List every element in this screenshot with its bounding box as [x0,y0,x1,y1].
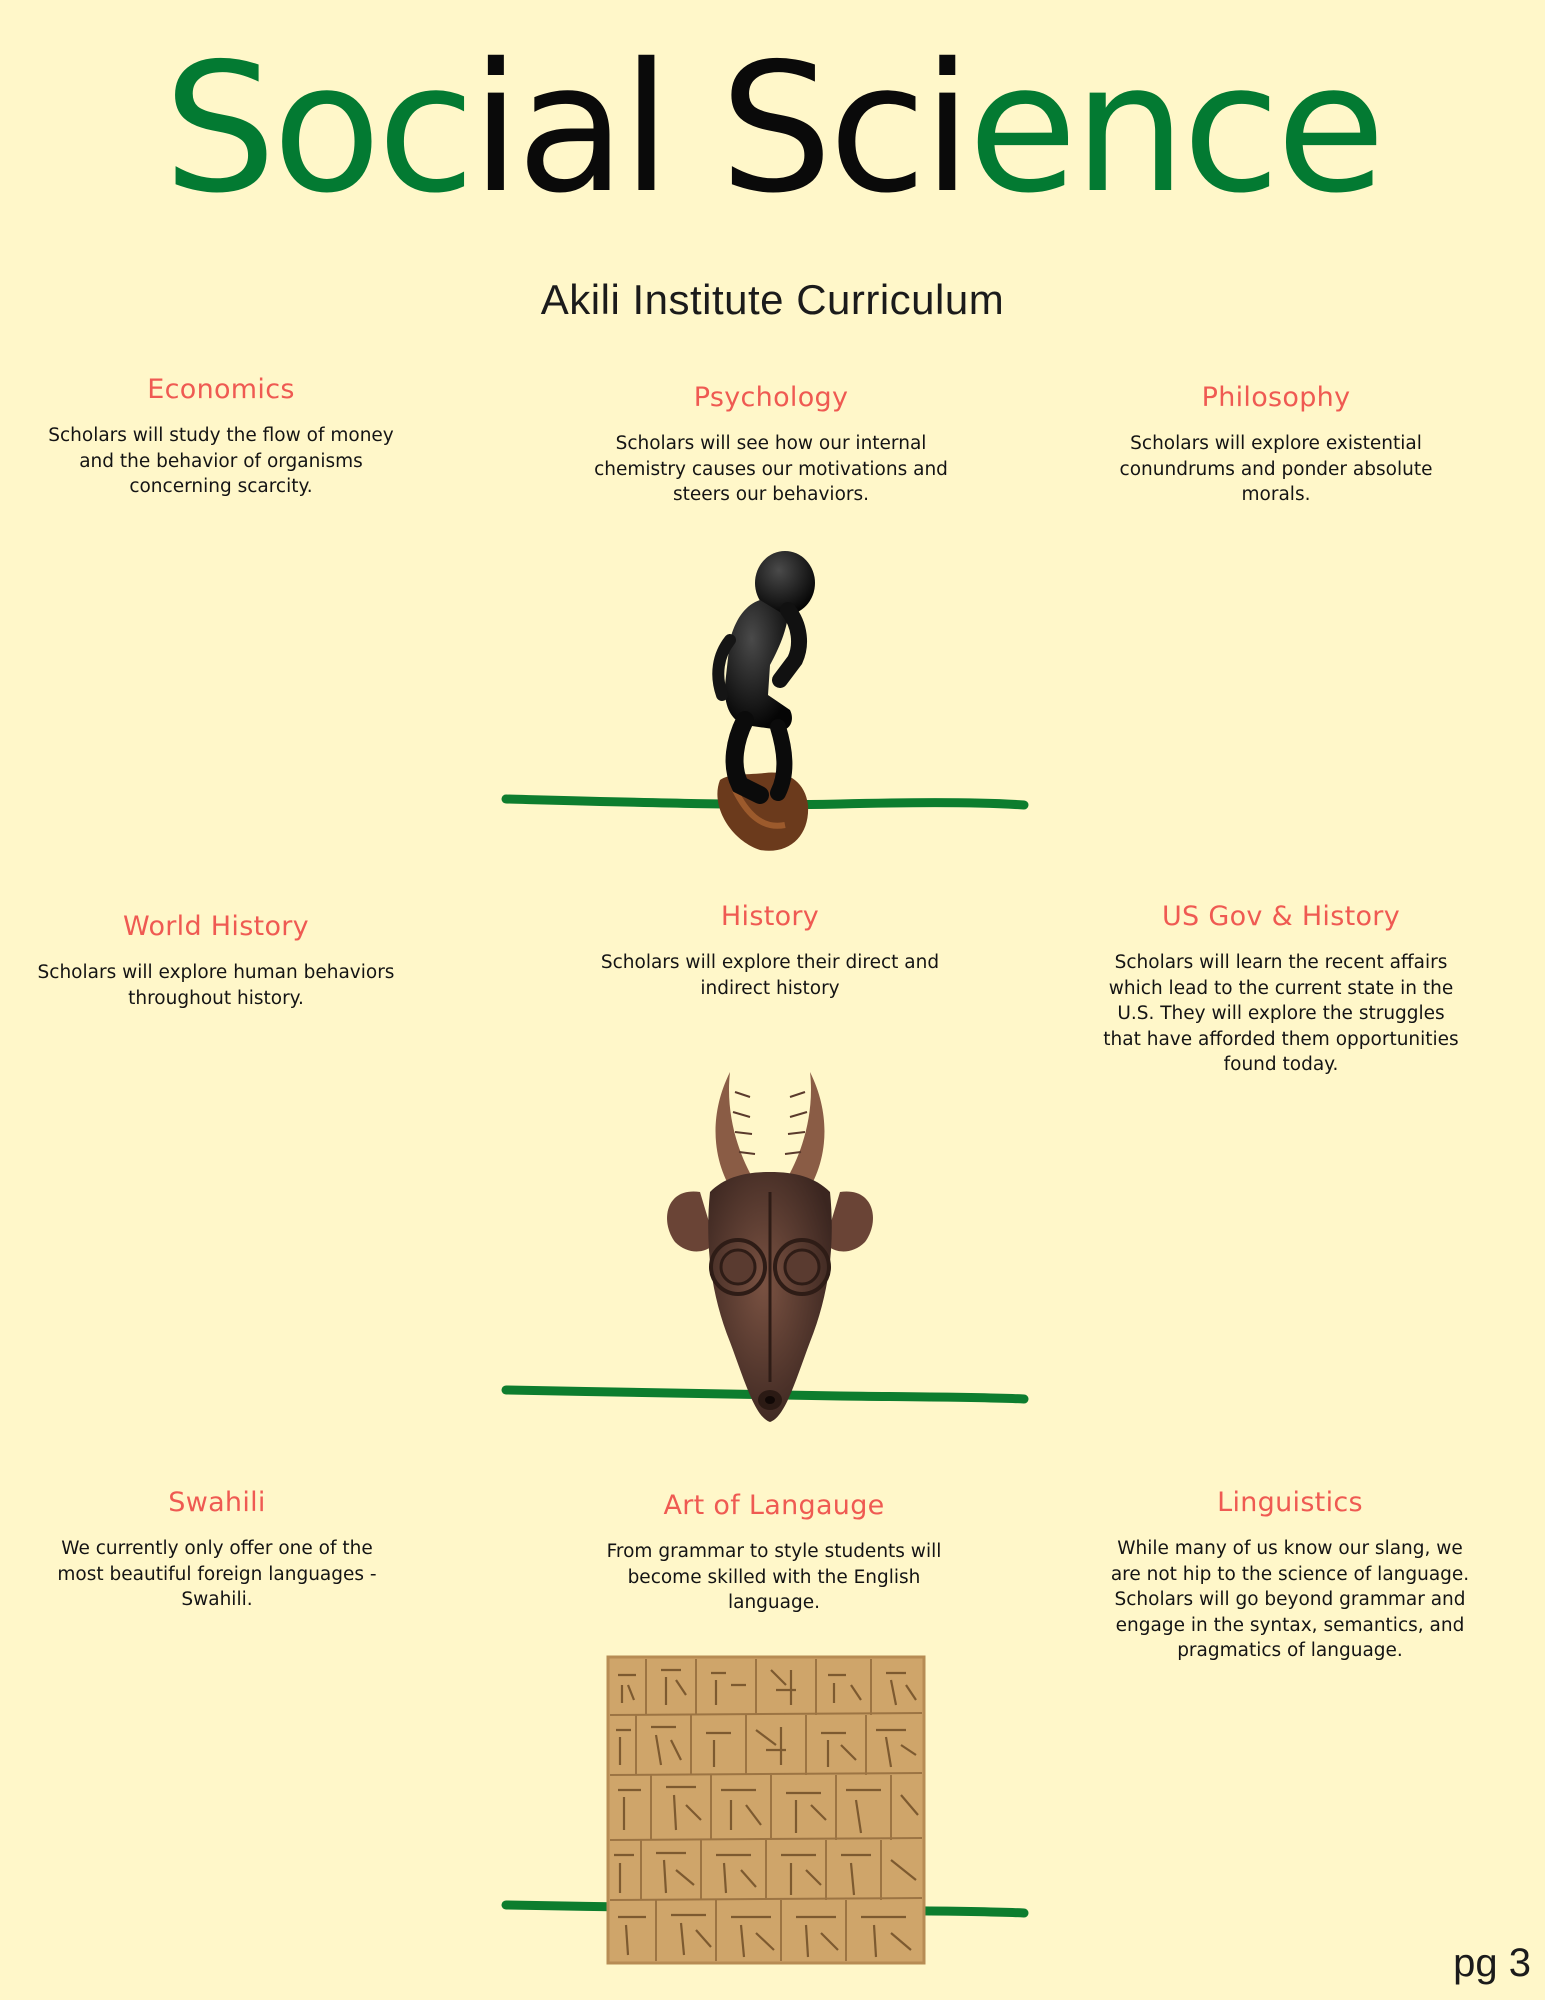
title-part-green-start: Soc [163,25,472,232]
subject-description: Scholars will explore their direct and indirect history [600,952,940,999]
subject-card-us-gov-history [1101,901,1461,1078]
subject-card-art-of-language [594,1490,954,1616]
page-subtitle: Akili Institute Curriculum [540,276,1005,323]
subject-card-economics [41,374,401,500]
subject-title: Psychology [693,382,849,413]
subject-title: Swahili [168,1487,266,1518]
subject-description: While many of us know our slang, we are not hip to the science of language. Scholars will go beyond grammar and engage in the syntax, semantics, and pragmatics of language. [1110,1538,1470,1661]
subject-title: Economics [147,374,295,405]
subject-title: World History [123,911,309,942]
page-number: pg 3 [1453,1941,1531,1985]
subject-card-history [590,901,950,1001]
subject-description: Scholars will learn the recent affairs which lead to the current state in the U.S. They will explore the struggles that have afforded them opportunities found today. [1103,952,1459,1075]
subject-card-philosophy [1096,382,1456,508]
title-part-black: ial Sci [471,25,968,232]
subject-card-psychology [591,382,951,508]
page-title [0,25,1545,232]
subject-card-world-history [36,911,396,1011]
antelope-mask-image [655,1062,885,1432]
subject-description: Scholars will see how our internal chemistry causes our motivations and steers our behaviors. [594,433,948,505]
subject-title: Linguistics [1217,1487,1363,1518]
subject-description: Scholars will study the flow of money and the behavior of organisms concerning scarcity. [48,425,394,497]
subject-title: Philosophy [1201,382,1351,413]
subject-description: Scholars will explore existential conundrums and ponder absolute morals. [1119,433,1433,505]
cuneiform-tablet-image [606,1655,926,1965]
subject-description: We currently only offer one of the most beautiful foreign languages - Swahili. [57,1538,377,1610]
subject-card-swahili [37,1487,397,1613]
title-part-green-end: ence [967,25,1382,232]
subject-description: Scholars will explore human behaviors throughout history. [37,962,395,1009]
subject-description: From grammar to style students will become skilled with the English language. [606,1541,942,1613]
subject-title: Art of Langauge [663,1490,885,1521]
subject-card-linguistics [1110,1487,1470,1664]
subject-title: US Gov & History [1162,901,1400,932]
subject-title: History [720,901,820,932]
thinker-sculpture-image [690,545,840,855]
